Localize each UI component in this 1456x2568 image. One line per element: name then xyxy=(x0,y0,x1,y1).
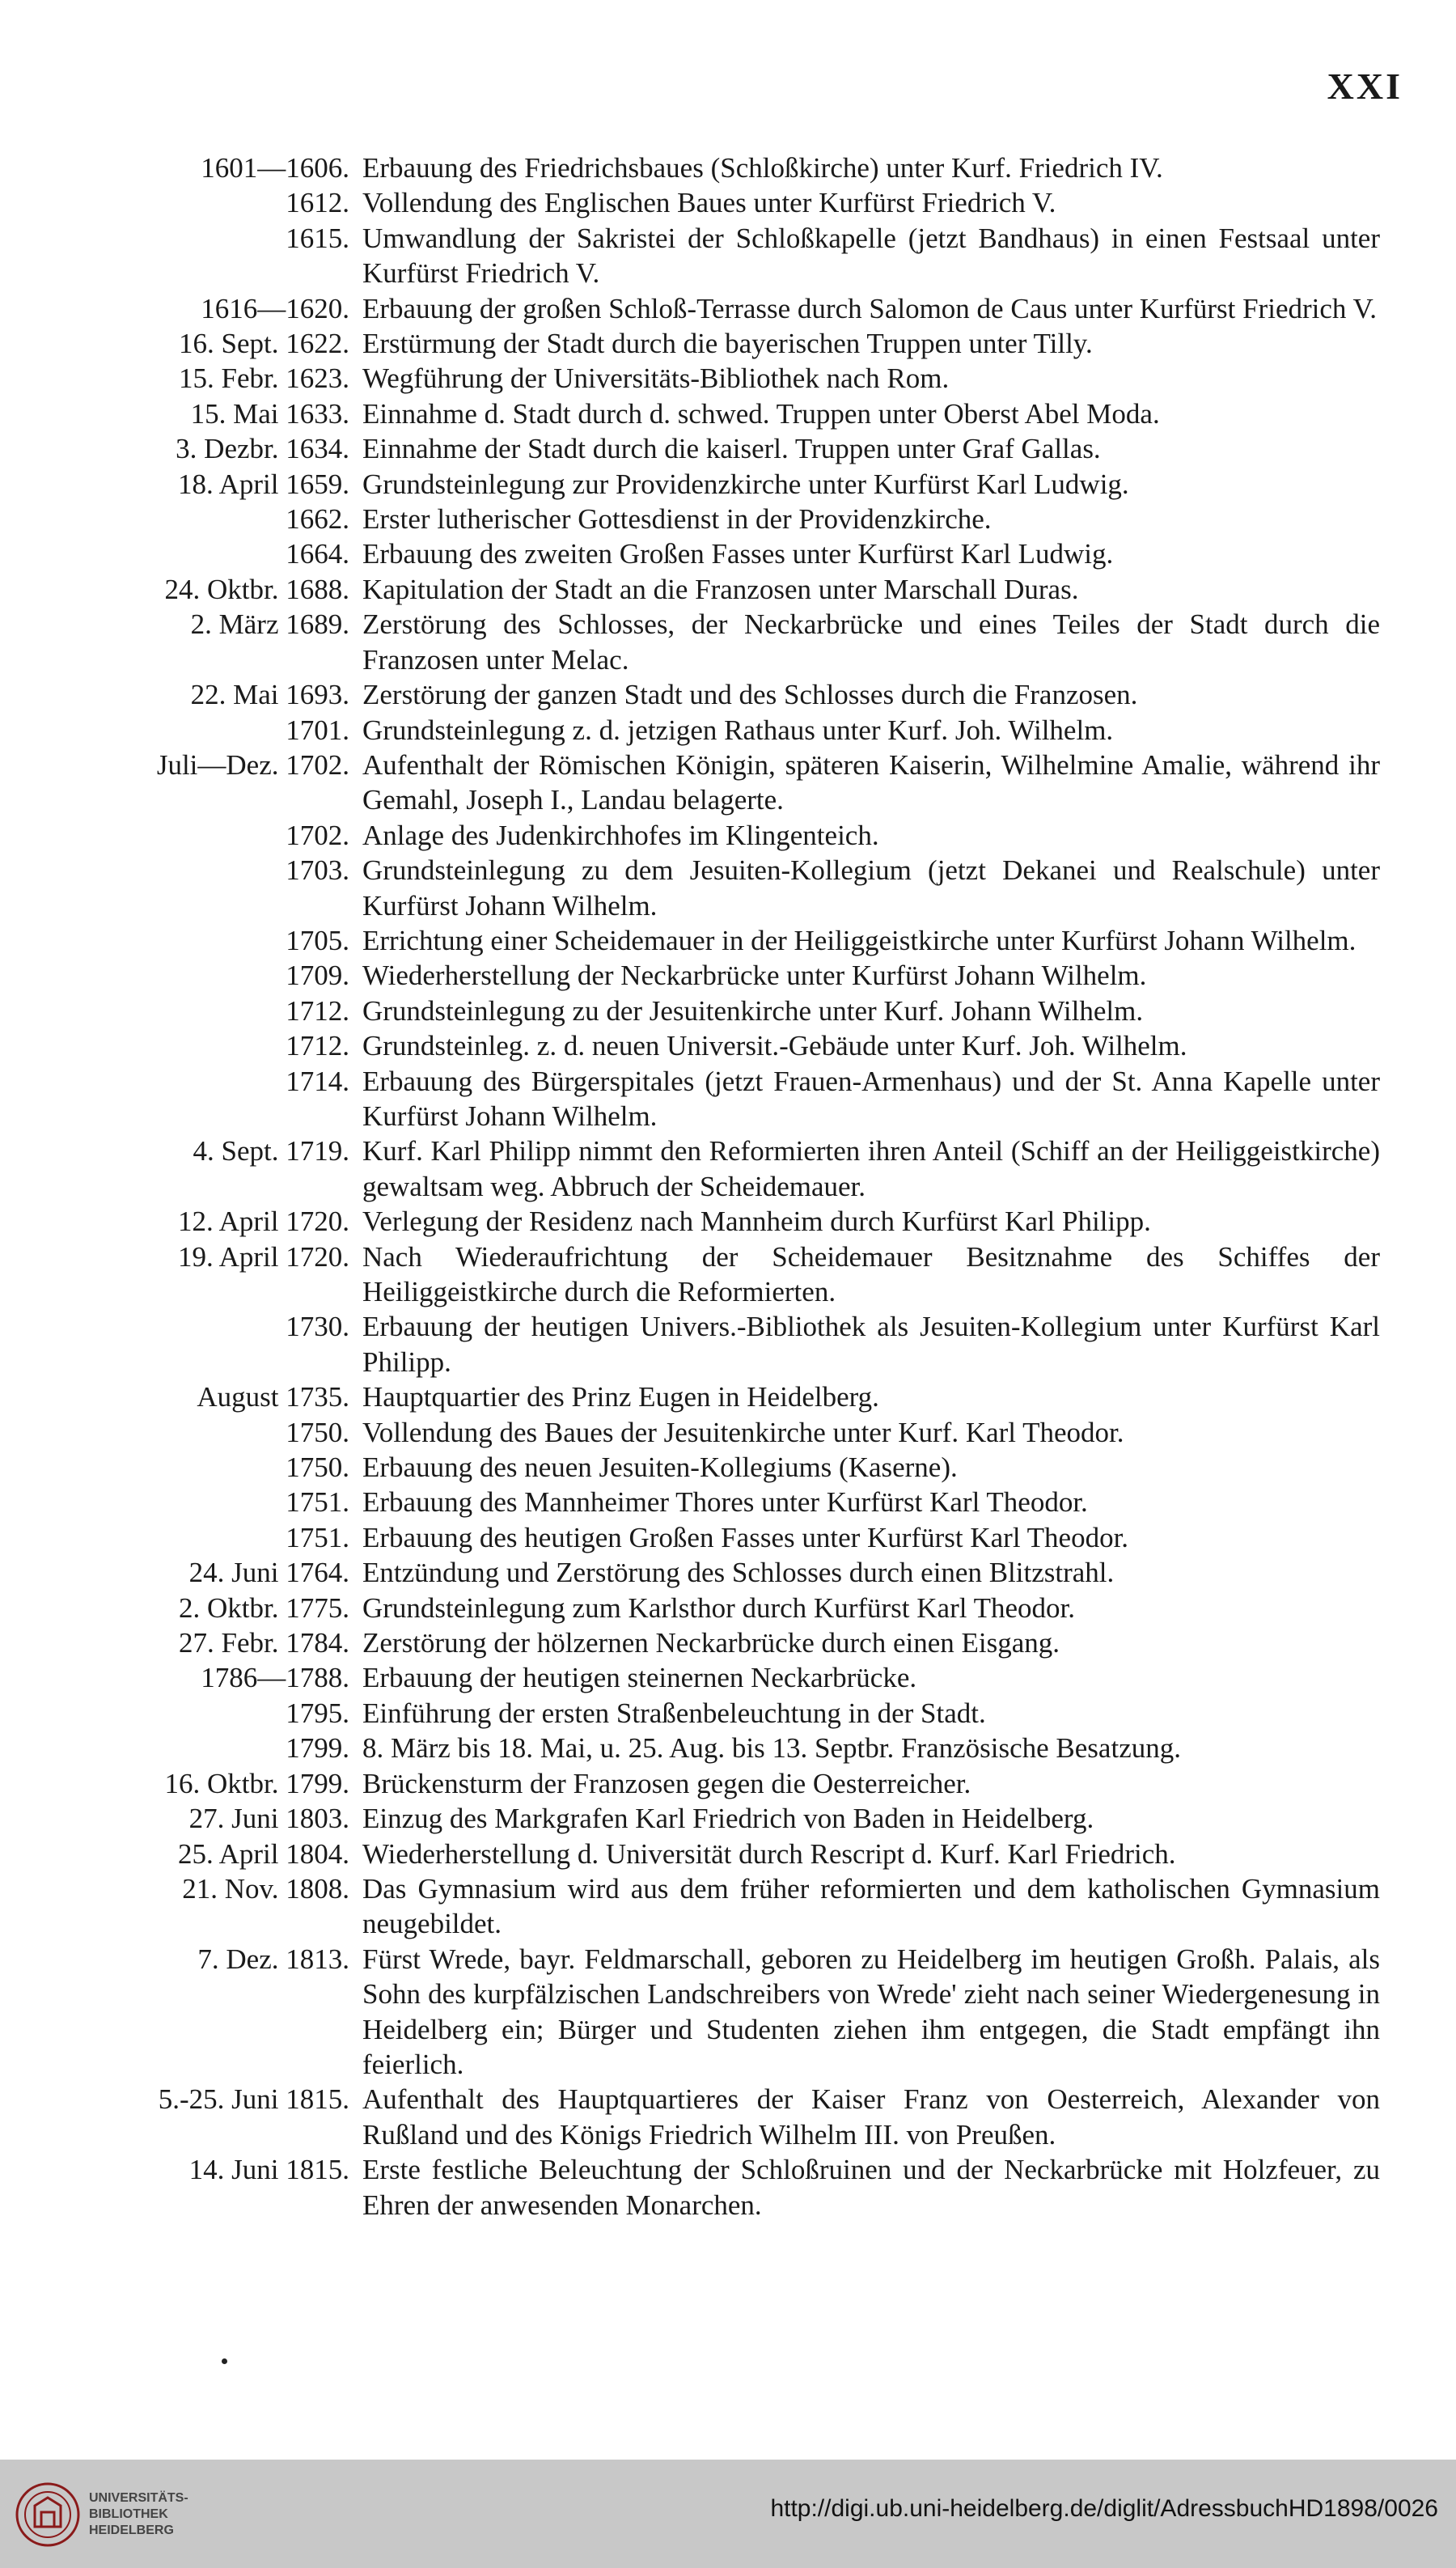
entry-date: 21. Nov. 1808. xyxy=(182,1872,349,1905)
entry-date: 18. April 1659. xyxy=(178,468,349,500)
chronology-entry xyxy=(0,1028,1456,1063)
chronology-entry xyxy=(0,291,1456,326)
entry-date: 27. Juni 1803. xyxy=(188,1803,349,1835)
chronology-entry xyxy=(0,185,1456,220)
entry-date: 1709. xyxy=(286,960,349,992)
chronology-entry xyxy=(0,818,1456,853)
chronology-entry xyxy=(0,1520,1456,1555)
entry-date: 19. April 1720. xyxy=(178,1240,349,1273)
chronology-entry xyxy=(0,361,1456,396)
entry-date: 1616—1620. xyxy=(201,292,349,324)
entry-text: Einnahme der Stadt durch die kaiserl. Truppen unter Graf Gallas. xyxy=(362,433,1101,465)
entry-text: Verlegung der Residenz nach Mannheim durch Kurfürst Karl Philipp. xyxy=(362,1206,1151,1238)
chronology-entry xyxy=(0,853,1456,923)
source-url-link[interactable]: http://digi.ub.uni-heidelberg.de/diglit/AdressbuchHD1898/0026 xyxy=(770,2495,1438,2522)
entry-date: 1795. xyxy=(286,1697,349,1729)
entry-date: 25. April 1804. xyxy=(178,1837,349,1870)
chronology-entry xyxy=(0,326,1456,361)
entry-date: 24. Juni 1764. xyxy=(188,1557,349,1589)
entry-text: Kurf. Karl Philipp nimmt den Reformierten ihren Anteil (Schiff an der Heiliggeistkirche) gewaltsam weg. Abbruch der Scheidemauer. xyxy=(362,1135,1380,1202)
chronology-entry xyxy=(0,1415,1456,1450)
chronology-entry xyxy=(0,1625,1456,1660)
chronology-entry xyxy=(0,1837,1456,1871)
logo-line-1: UNIVERSITÄTS- xyxy=(89,2491,188,2505)
chronology-entry xyxy=(0,958,1456,993)
library-logo[interactable] xyxy=(15,2477,193,2552)
entry-date: 15. Mai 1633. xyxy=(190,397,349,430)
entry-text: Einnahme d. Stadt durch d. schwed. Truppen unter Oberst Abel Moda. xyxy=(362,397,1160,430)
entry-date: 16. Sept. 1622. xyxy=(179,328,349,360)
chronology-entry xyxy=(0,677,1456,712)
entry-text: Aufenthalt der Römischen Königin, späteren Kaiserin, Wilhelmine Amalie, während ihr Gemahl, Joseph I., Landau belagerte. xyxy=(362,748,1380,816)
entry-text: Fürst Wrede, bayr. Feldmarschall, geboren zu Heidelberg im heutigen Großh. Palais, als Sohn des kurpfälzischen Landschreibers von Wrede' zieht nach seiner Wiedergenesung in Heidelberg ein; Bürger und Studenten ziehen ihm entgegen, die Stadt empfängt ihn feierlich. xyxy=(362,1943,1380,2080)
entry-date: 1750. xyxy=(286,1451,349,1484)
entry-date: 3. Dezbr. 1634. xyxy=(176,433,349,465)
entry-date: 24. Oktbr. 1688. xyxy=(164,573,349,605)
entry-date: 1714. xyxy=(286,1065,349,1097)
chronology-entry xyxy=(0,1871,1456,1942)
entry-text: Erbauung des Friedrichsbaues (Schloßkirche) unter Kurf. Friedrich IV. xyxy=(362,152,1163,184)
entry-text: Nach Wiederaufrichtung der Scheidemauer Besitznahme des Schiffes der Heiliggeistkirche durch die Reformierten. xyxy=(362,1240,1380,1307)
chronology-entry xyxy=(0,396,1456,431)
entry-date: 1751. xyxy=(286,1521,349,1553)
entry-date: 1712. xyxy=(286,1030,349,1062)
entry-text: Erbauung der großen Schloß-Terrasse durch Salomon de Caus unter Kurfürst Friedrich V. xyxy=(362,292,1378,324)
chronology-entry xyxy=(0,1766,1456,1801)
entry-text: Grundsteinlegung zum Karlsthor durch Kurfürst Karl Theodor. xyxy=(362,1591,1075,1624)
entry-text: Erbauung des neuen Jesuiten-Kollegiums (Kaserne). xyxy=(362,1451,958,1484)
entry-text: Grundsteinlegung zu der Jesuitenkirche unter Kurf. Johann Wilhelm. xyxy=(362,994,1144,1027)
entry-date: 1799. xyxy=(286,1732,349,1765)
entry-date: 14. Juni 1815. xyxy=(188,2154,349,2186)
chronology-entry xyxy=(0,1240,1456,1310)
page-number: XXI xyxy=(1327,66,1403,107)
chronology-entry xyxy=(0,2152,1456,2223)
chronology-entry xyxy=(0,221,1456,291)
chronology-list xyxy=(0,150,1456,2223)
entry-date: 1612. xyxy=(286,187,349,219)
entry-text: Zerstörung der hölzernen Neckarbrücke durch einen Eisgang. xyxy=(362,1627,1060,1659)
entry-date: 27. Febr. 1784. xyxy=(179,1627,349,1659)
entry-text: Brückensturm der Franzosen gegen die Oesterreicher. xyxy=(362,1767,971,1799)
entry-text: Errichtung einer Scheidemauer in der Heiliggeistkirche unter Kurfürst Johann Wilhelm. xyxy=(362,924,1357,956)
entry-text: Aufenthalt des Hauptquartieres der Kaiser Franz von Oesterreich, Alexander von Rußland und des Königs Friedrich Wilhelm III. von Preußen. xyxy=(362,2083,1380,2151)
entry-text: Anlage des Judenkirchhofes im Klingenteich. xyxy=(362,819,879,851)
entry-text: Erbauung des Bürgerspitales (jetzt Frauen-Armenhaus) und der St. Anna Kapelle unter Kurfürst Johann Wilhelm. xyxy=(362,1065,1380,1132)
chronology-entry xyxy=(0,923,1456,958)
entry-text: 8. März bis 18. Mai, u. 25. Aug. bis 13. Septbr. Französische Besatzung. xyxy=(362,1732,1181,1765)
entry-text: Wiederherstellung d. Universität durch Rescript d. Kurf. Karl Friedrich. xyxy=(362,1837,1176,1870)
entry-date: Juli—Dez. 1702. xyxy=(156,748,349,781)
chronology-entry xyxy=(0,1555,1456,1590)
entry-text: Grundsteinlegung zu dem Jesuiten-Kollegium (jetzt Dekanei und Realschule) unter Kurfürst Johann Wilhelm. xyxy=(362,854,1380,922)
entry-text: Kapitulation der Stadt an die Franzosen unter Marschall Duras. xyxy=(362,573,1079,605)
chronology-entry xyxy=(0,713,1456,748)
chronology-entry xyxy=(0,572,1456,607)
chronology-entry xyxy=(0,1450,1456,1485)
entry-date: 1701. xyxy=(286,714,349,746)
entry-date: 2. Oktbr. 1775. xyxy=(179,1591,349,1624)
logo-line-3: HEIDELBERG xyxy=(89,2524,174,2537)
entry-text: Grundsteinlegung z. d. jetzigen Rathaus unter Kurf. Joh. Wilhelm. xyxy=(362,714,1114,746)
entry-date: 12. April 1720. xyxy=(178,1206,349,1238)
entry-text: Vollendung des Baues der Jesuitenkirche unter Kurf. Karl Theodor. xyxy=(362,1416,1124,1448)
entry-date: August 1735. xyxy=(197,1381,349,1413)
entry-date: 1702. xyxy=(286,819,349,851)
entry-text: Das Gymnasium wird aus dem früher reformierten und dem katholischen Gymnasium neugebildet. xyxy=(362,1872,1380,1940)
entry-text: Umwandlung der Sakristei der Schloßkapelle (jetzt Bandhaus) in einen Festsaal unter Kurfürst Friedrich V. xyxy=(362,222,1380,290)
entry-date: 1786—1788. xyxy=(201,1662,349,1694)
entry-date: 1730. xyxy=(286,1311,349,1343)
entry-date: 1705. xyxy=(286,924,349,956)
entry-text: Erstürmung der Stadt durch die bayerischen Truppen unter Tilly. xyxy=(362,328,1093,360)
entry-text: Grundsteinlegung zur Providenzkirche unter Kurfürst Karl Ludwig. xyxy=(362,468,1129,500)
entry-date: 1750. xyxy=(286,1416,349,1448)
entry-text: Erbauung des Mannheimer Thores unter Kurfürst Karl Theodor. xyxy=(362,1486,1088,1519)
footer-bar xyxy=(0,2460,1456,2568)
entry-date: 1712. xyxy=(286,994,349,1027)
entry-date: 22. Mai 1693. xyxy=(190,679,349,711)
chronology-entry xyxy=(0,536,1456,571)
entry-text: Einführung der ersten Straßenbeleuchtung in der Stadt. xyxy=(362,1697,986,1729)
entry-text: Erster lutherischer Gottesdienst in der Providenzkirche. xyxy=(362,503,992,536)
chronology-entry xyxy=(0,1064,1456,1134)
chronology-entry xyxy=(0,1660,1456,1695)
entry-date: 1662. xyxy=(286,503,349,536)
entry-text: Grundsteinleg. z. d. neuen Universit.-Gebäude unter Kurf. Joh. Wilhelm. xyxy=(362,1030,1187,1062)
entry-date: 1664. xyxy=(286,538,349,570)
entry-text: Wegführung der Universitäts-Bibliothek nach Rom. xyxy=(362,362,950,395)
entry-date: 1615. xyxy=(286,222,349,254)
entry-text: Entzündung und Zerstörung des Schlosses durch einen Blitzstrahl. xyxy=(362,1557,1115,1589)
chronology-entry xyxy=(0,1204,1456,1239)
entry-text: Zerstörung des Schlosses, der Neckarbrücke und eines Teiles der Stadt durch die Franzosen unter Melac. xyxy=(362,608,1380,676)
entry-date: 15. Febr. 1623. xyxy=(179,362,349,395)
chronology-entry xyxy=(0,150,1456,185)
entry-text: Erbauung der heutigen steinernen Neckarbrücke. xyxy=(362,1662,917,1694)
entry-date: 4. Sept. 1719. xyxy=(193,1135,349,1167)
entry-text: Vollendung des Englischen Baues unter Kurfürst Friedrich V. xyxy=(362,187,1056,219)
entry-text: Wiederherstellung der Neckarbrücke unter Kurfürst Johann Wilhelm. xyxy=(362,960,1147,992)
chronology-entry xyxy=(0,1379,1456,1414)
entry-text: Erbauung der heutigen Univers.-Bibliothek als Jesuiten-Kollegium unter Kurfürst Karl Philipp. xyxy=(362,1311,1380,1378)
chronology-entry xyxy=(0,502,1456,536)
entry-text: Erbauung des heutigen Großen Fasses unter Kurfürst Karl Theodor. xyxy=(362,1521,1129,1553)
chronology-entry xyxy=(0,1309,1456,1379)
entry-text: Einzug des Markgrafen Karl Friedrich von Baden in Heidelberg. xyxy=(362,1803,1094,1835)
entry-date: 16. Oktbr. 1799. xyxy=(164,1767,349,1799)
entry-text: Erste festliche Beleuchtung der Schloßruinen und der Neckarbrücke mit Holzfeuer, zu Ehren der anwesenden Monarchen. xyxy=(362,2154,1380,2221)
chronology-entry xyxy=(0,1801,1456,1836)
entry-text: Zerstörung der ganzen Stadt und des Schlosses durch die Franzosen. xyxy=(362,679,1138,711)
chronology-entry xyxy=(0,748,1456,818)
chronology-entry xyxy=(0,467,1456,502)
library-name xyxy=(89,2490,188,2539)
chronology-entry xyxy=(0,2082,1456,2152)
entry-date: 1703. xyxy=(286,854,349,887)
entry-date: 7. Dez. 1813. xyxy=(197,1943,349,1975)
entry-date: 5.-25. Juni 1815. xyxy=(158,2083,349,2116)
chronology-entry xyxy=(0,1696,1456,1731)
chronology-entry xyxy=(0,1591,1456,1625)
entry-date: 1751. xyxy=(286,1486,349,1519)
library-seal-icon xyxy=(15,2481,81,2548)
chronology-entry xyxy=(0,1942,1456,2083)
ink-dot xyxy=(222,2358,227,2364)
entry-text: Erbauung des zweiten Großen Fasses unter Kurfürst Karl Ludwig. xyxy=(362,538,1114,570)
entry-text: Hauptquartier des Prinz Eugen in Heidelberg. xyxy=(362,1381,879,1413)
chronology-entry xyxy=(0,1134,1456,1204)
chronology-entry xyxy=(0,431,1456,466)
entry-date: 2. März 1689. xyxy=(190,608,349,641)
chronology-entry xyxy=(0,1731,1456,1765)
chronology-entry xyxy=(0,607,1456,677)
entry-date: 1601—1606. xyxy=(201,152,349,184)
chronology-entry xyxy=(0,994,1456,1028)
logo-line-2: BIBLIOTHEK xyxy=(89,2507,168,2521)
chronology-entry xyxy=(0,1485,1456,1519)
